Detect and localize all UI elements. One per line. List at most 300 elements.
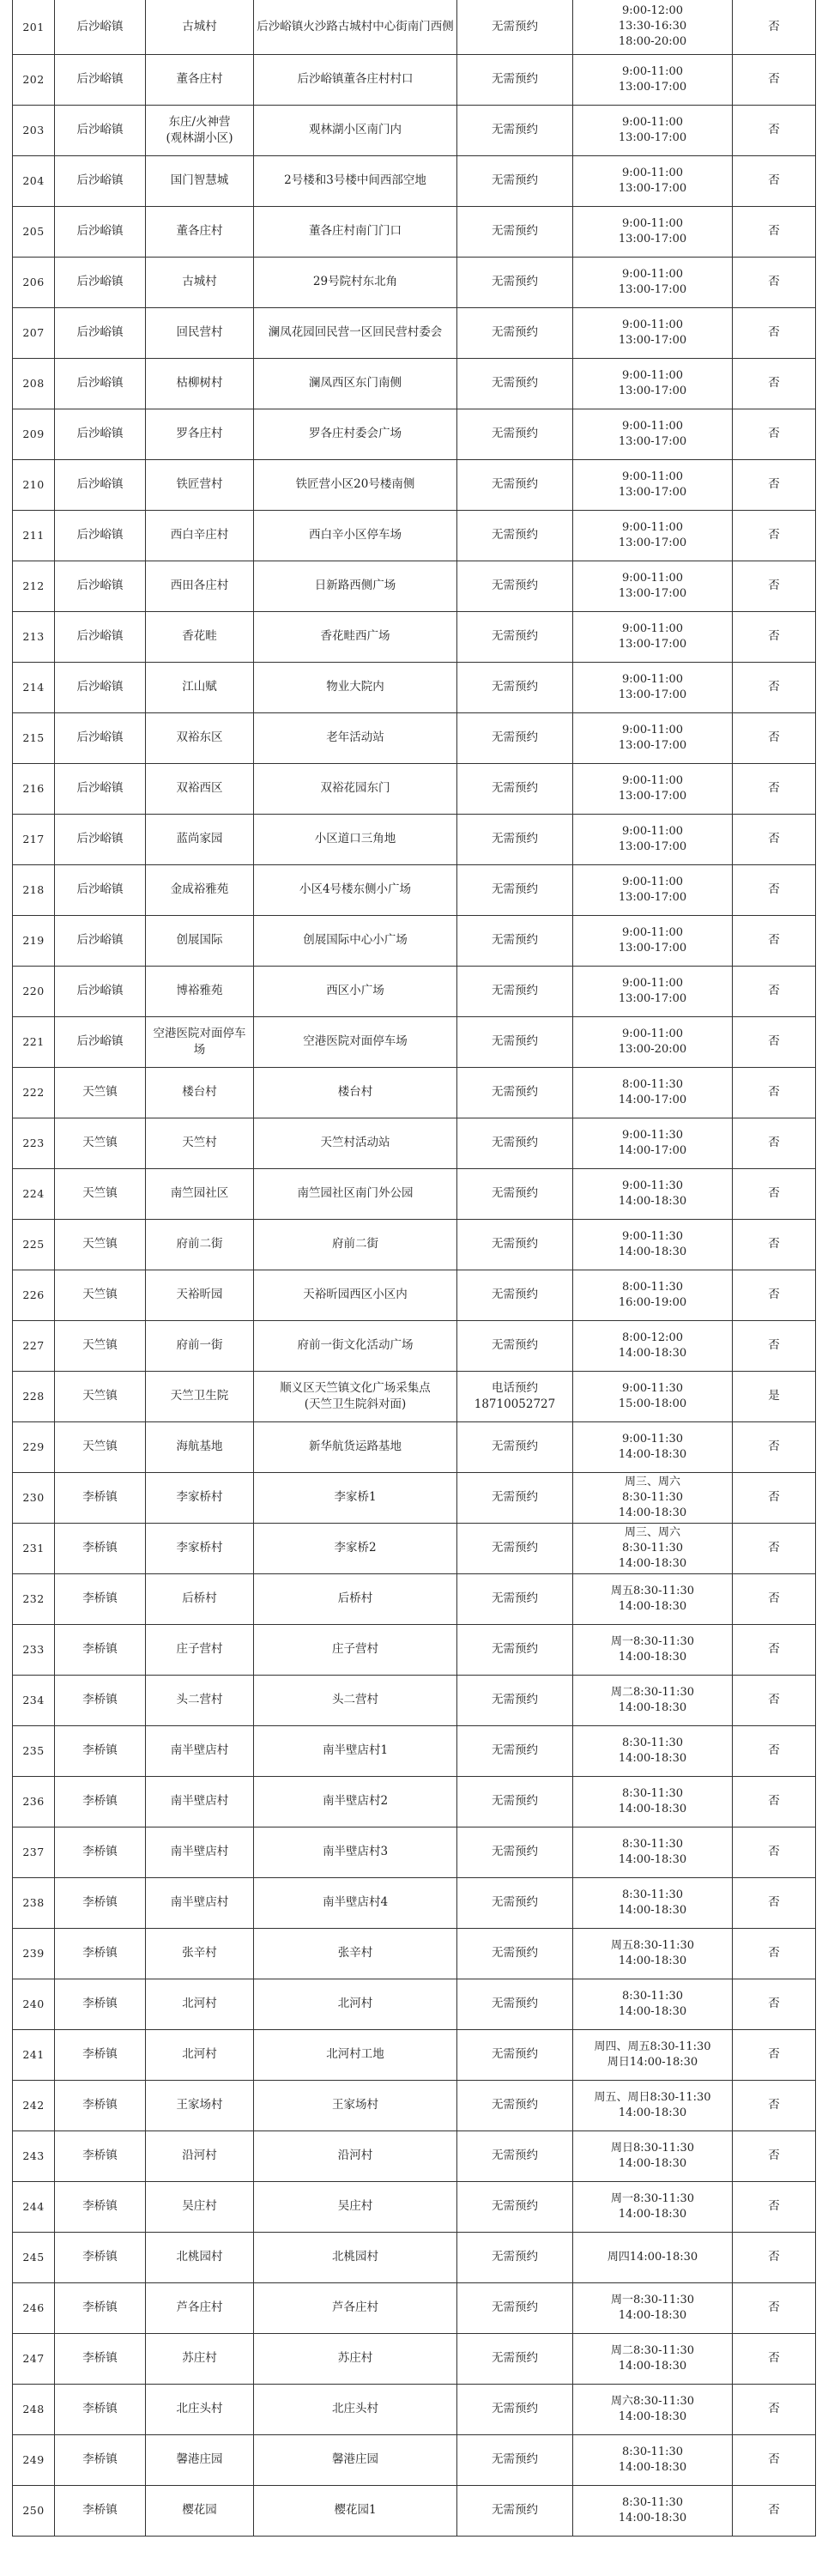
town-cell: 天竺镇 bbox=[55, 1219, 146, 1270]
location-cell: 北庄头村 bbox=[254, 2384, 457, 2434]
town-cell: 后沙峪镇 bbox=[55, 257, 146, 307]
town-cell: 天竺镇 bbox=[55, 1067, 146, 1118]
row-number: 226 bbox=[13, 1270, 55, 1320]
booking-required-cell: 否 bbox=[733, 2029, 816, 2080]
booking-required-cell: 否 bbox=[733, 1472, 816, 1523]
booking-required-cell: 否 bbox=[733, 966, 816, 1016]
row-number: 246 bbox=[13, 2282, 55, 2333]
hours-cell: 周一8:30-11:30 14:00-18:30 bbox=[573, 2282, 733, 2333]
community-cell: 海航基地 bbox=[146, 1421, 254, 1472]
community-cell: 后桥村 bbox=[146, 1573, 254, 1624]
table-row bbox=[13, 864, 816, 915]
community-cell: 李家桥村 bbox=[146, 1472, 254, 1523]
row-number: 223 bbox=[13, 1118, 55, 1168]
town-cell: 后沙峪镇 bbox=[55, 0, 146, 54]
hours-cell: 周五8:30-11:30 14:00-18:30 bbox=[573, 1573, 733, 1624]
town-cell: 李桥镇 bbox=[55, 2080, 146, 2131]
booking-required-cell: 否 bbox=[733, 2232, 816, 2282]
location-cell: 南竺园社区南门外公园 bbox=[254, 1168, 457, 1219]
town-cell: 天竺镇 bbox=[55, 1320, 146, 1371]
table-row bbox=[13, 2282, 816, 2333]
hours-cell: 8:30-11:30 14:00-18:30 bbox=[573, 1725, 733, 1776]
booking-required-cell: 否 bbox=[733, 155, 816, 206]
table-row bbox=[13, 1118, 816, 1168]
appointment-cell: 无需预约 bbox=[457, 2434, 573, 2485]
location-cell: 馨港庄园 bbox=[254, 2434, 457, 2485]
town-cell: 后沙峪镇 bbox=[55, 1016, 146, 1067]
community-cell: 双裕东区 bbox=[146, 712, 254, 763]
location-cell: 老年活动站 bbox=[254, 712, 457, 763]
hours-cell: 周二8:30-11:30 14:00-18:30 bbox=[573, 2333, 733, 2384]
hours-cell: 周日8:30-11:30 14:00-18:30 bbox=[573, 2131, 733, 2181]
row-number: 235 bbox=[13, 1725, 55, 1776]
hours-cell: 9:00-11:00 13:00-17:00 bbox=[573, 257, 733, 307]
appointment-cell: 无需预约 bbox=[457, 206, 573, 257]
booking-required-cell: 否 bbox=[733, 2434, 816, 2485]
hours-cell: 9:00-11:00 13:00-17:00 bbox=[573, 206, 733, 257]
hours-cell: 9:00-11:00 13:00-20:00 bbox=[573, 1016, 733, 1067]
row-number: 207 bbox=[13, 307, 55, 358]
community-cell: 吴庄村 bbox=[146, 2181, 254, 2232]
location-cell: 澜凤西区东门南侧 bbox=[254, 358, 457, 409]
appointment-cell: 无需预约 bbox=[457, 1320, 573, 1371]
location-cell: 南半壁店村4 bbox=[254, 1877, 457, 1928]
appointment-cell: 无需预约 bbox=[457, 2282, 573, 2333]
row-number: 222 bbox=[13, 1067, 55, 1118]
appointment-cell: 无需预约 bbox=[457, 763, 573, 814]
table-row bbox=[13, 307, 816, 358]
appointment-cell: 无需预约 bbox=[457, 2384, 573, 2434]
town-cell: 天竺镇 bbox=[55, 1421, 146, 1472]
town-cell: 后沙峪镇 bbox=[55, 763, 146, 814]
location-cell: 北桃园村 bbox=[254, 2232, 457, 2282]
hours-cell: 8:30-11:30 14:00-18:30 bbox=[573, 1877, 733, 1928]
table-row bbox=[13, 1320, 816, 1371]
town-cell: 李桥镇 bbox=[55, 1877, 146, 1928]
booking-required-cell: 否 bbox=[733, 1979, 816, 2029]
table-row bbox=[13, 2333, 816, 2384]
hours-cell: 8:00-11:30 14:00-17:00 bbox=[573, 1067, 733, 1118]
booking-required-cell: 否 bbox=[733, 1877, 816, 1928]
location-cell: 新华航货运路基地 bbox=[254, 1421, 457, 1472]
town-cell: 后沙峪镇 bbox=[55, 662, 146, 712]
row-number: 208 bbox=[13, 358, 55, 409]
hours-cell: 9:00-11:00 13:00-17:00 bbox=[573, 662, 733, 712]
table-row bbox=[13, 1067, 816, 1118]
hours-cell: 周四、周五8:30-11:30 周日14:00-18:30 bbox=[573, 2029, 733, 2080]
community-cell: 南半壁店村 bbox=[146, 1725, 254, 1776]
community-cell: 王家场村 bbox=[146, 2080, 254, 2131]
appointment-cell: 无需预约 bbox=[457, 1421, 573, 1472]
community-cell: 古城村 bbox=[146, 0, 254, 54]
table-row bbox=[13, 510, 816, 561]
hours-cell: 周三、周六 8:30-11:30 14:00-18:30 bbox=[573, 1523, 733, 1573]
booking-required-cell: 否 bbox=[733, 105, 816, 155]
community-cell: 樱花园 bbox=[146, 2485, 254, 2536]
town-cell: 李桥镇 bbox=[55, 2384, 146, 2434]
booking-required-cell: 否 bbox=[733, 257, 816, 307]
table-row bbox=[13, 1624, 816, 1675]
community-cell: 头二营村 bbox=[146, 1675, 254, 1725]
table-row bbox=[13, 1016, 816, 1067]
hours-cell: 周四14:00-18:30 bbox=[573, 2232, 733, 2282]
town-cell: 李桥镇 bbox=[55, 2333, 146, 2384]
community-cell: 枯柳树村 bbox=[146, 358, 254, 409]
table-row bbox=[13, 712, 816, 763]
town-cell: 李桥镇 bbox=[55, 2181, 146, 2232]
hours-cell: 8:30-11:30 14:00-18:30 bbox=[573, 2434, 733, 2485]
row-number: 242 bbox=[13, 2080, 55, 2131]
town-cell: 李桥镇 bbox=[55, 1624, 146, 1675]
community-cell: 芦各庄村 bbox=[146, 2282, 254, 2333]
location-cell: 头二营村 bbox=[254, 1675, 457, 1725]
row-number: 231 bbox=[13, 1523, 55, 1573]
row-number: 232 bbox=[13, 1573, 55, 1624]
booking-required-cell: 否 bbox=[733, 1776, 816, 1827]
community-cell: 南半壁店村 bbox=[146, 1776, 254, 1827]
location-cell: 张辛村 bbox=[254, 1928, 457, 1979]
booking-required-cell: 否 bbox=[733, 2485, 816, 2536]
booking-required-cell: 否 bbox=[733, 459, 816, 510]
table-row bbox=[13, 763, 816, 814]
row-number: 212 bbox=[13, 561, 55, 611]
appointment-cell: 无需预约 bbox=[457, 814, 573, 864]
hours-cell: 8:30-11:30 14:00-18:30 bbox=[573, 1827, 733, 1877]
location-cell: 南半壁店村1 bbox=[254, 1725, 457, 1776]
location-cell: 后沙峪镇董各庄村村口 bbox=[254, 54, 457, 105]
location-cell: 楼台村 bbox=[254, 1067, 457, 1118]
hours-cell: 周一8:30-11:30 14:00-18:30 bbox=[573, 2181, 733, 2232]
table-row bbox=[13, 1928, 816, 1979]
row-number: 238 bbox=[13, 1877, 55, 1928]
row-number: 228 bbox=[13, 1371, 55, 1421]
community-cell: 天裕昕园 bbox=[146, 1270, 254, 1320]
community-cell: 南竺园社区 bbox=[146, 1168, 254, 1219]
table-row bbox=[13, 1573, 816, 1624]
location-cell: 小区4号楼东侧小广场 bbox=[254, 864, 457, 915]
appointment-cell: 无需预约 bbox=[457, 409, 573, 459]
location-cell: 29号院村东北角 bbox=[254, 257, 457, 307]
location-cell: 天竺村活动站 bbox=[254, 1118, 457, 1168]
booking-required-cell: 否 bbox=[733, 1118, 816, 1168]
row-number: 214 bbox=[13, 662, 55, 712]
location-cell: 物业大院内 bbox=[254, 662, 457, 712]
row-number: 205 bbox=[13, 206, 55, 257]
town-cell: 后沙峪镇 bbox=[55, 611, 146, 662]
town-cell: 李桥镇 bbox=[55, 2131, 146, 2181]
row-number: 250 bbox=[13, 2485, 55, 2536]
appointment-cell: 无需预约 bbox=[457, 611, 573, 662]
appointment-cell: 无需预约 bbox=[457, 54, 573, 105]
community-cell: 天竺卫生院 bbox=[146, 1371, 254, 1421]
appointment-cell: 无需预约 bbox=[457, 2029, 573, 2080]
appointment-cell: 无需预约 bbox=[457, 2485, 573, 2536]
town-cell: 李桥镇 bbox=[55, 1827, 146, 1877]
row-number: 240 bbox=[13, 1979, 55, 2029]
row-number: 247 bbox=[13, 2333, 55, 2384]
booking-required-cell: 否 bbox=[733, 1421, 816, 1472]
community-cell: 回民营村 bbox=[146, 307, 254, 358]
row-number: 239 bbox=[13, 1928, 55, 1979]
appointment-cell: 无需预约 bbox=[457, 105, 573, 155]
booking-required-cell: 否 bbox=[733, 662, 816, 712]
table-row bbox=[13, 2384, 816, 2434]
row-number: 236 bbox=[13, 1776, 55, 1827]
table-row bbox=[13, 257, 816, 307]
location-cell: 澜凤花园回民营一区回民营村委会 bbox=[254, 307, 457, 358]
hours-cell: 9:00-12:00 13:30-16:30 18:00-20:00 bbox=[573, 0, 733, 54]
hours-cell: 周一8:30-11:30 14:00-18:30 bbox=[573, 1624, 733, 1675]
appointment-cell: 无需预约 bbox=[457, 1118, 573, 1168]
town-cell: 李桥镇 bbox=[55, 2029, 146, 2080]
hours-cell: 9:00-11:30 14:00-18:30 bbox=[573, 1168, 733, 1219]
town-cell: 李桥镇 bbox=[55, 2232, 146, 2282]
community-cell: 南半壁店村 bbox=[146, 1877, 254, 1928]
table-row bbox=[13, 459, 816, 510]
table-row bbox=[13, 915, 816, 966]
table-row bbox=[13, 2029, 816, 2080]
location-cell: 苏庄村 bbox=[254, 2333, 457, 2384]
booking-required-cell: 否 bbox=[733, 1168, 816, 1219]
town-cell: 李桥镇 bbox=[55, 1472, 146, 1523]
appointment-cell: 无需预约 bbox=[457, 864, 573, 915]
row-number: 216 bbox=[13, 763, 55, 814]
location-cell: 日新路西侧广场 bbox=[254, 561, 457, 611]
location-cell: 后桥村 bbox=[254, 1573, 457, 1624]
appointment-cell: 电话预约 18710052727 bbox=[457, 1371, 573, 1421]
row-number: 220 bbox=[13, 966, 55, 1016]
booking-required-cell: 否 bbox=[733, 1573, 816, 1624]
appointment-cell: 无需预约 bbox=[457, 966, 573, 1016]
location-cell: 2号楼和3号楼中间西部空地 bbox=[254, 155, 457, 206]
appointment-cell: 无需预约 bbox=[457, 1877, 573, 1928]
booking-required-cell: 否 bbox=[733, 1624, 816, 1675]
booking-required-cell: 否 bbox=[733, 2080, 816, 2131]
appointment-cell: 无需预约 bbox=[457, 1472, 573, 1523]
table-row bbox=[13, 1270, 816, 1320]
row-number: 229 bbox=[13, 1421, 55, 1472]
appointment-cell: 无需预约 bbox=[457, 1219, 573, 1270]
table-row bbox=[13, 1827, 816, 1877]
community-cell: 国门智慧城 bbox=[146, 155, 254, 206]
hours-cell: 8:30-11:30 14:00-18:30 bbox=[573, 1776, 733, 1827]
town-cell: 天竺镇 bbox=[55, 1168, 146, 1219]
appointment-cell: 无需预约 bbox=[457, 358, 573, 409]
location-cell: 樱花园1 bbox=[254, 2485, 457, 2536]
row-number: 244 bbox=[13, 2181, 55, 2232]
booking-required-cell: 否 bbox=[733, 409, 816, 459]
appointment-cell: 无需预约 bbox=[457, 712, 573, 763]
hours-cell: 9:00-11:00 13:00-17:00 bbox=[573, 966, 733, 1016]
community-cell: 古城村 bbox=[146, 257, 254, 307]
location-cell: 西区小广场 bbox=[254, 966, 457, 1016]
hours-cell: 9:00-11:00 13:00-17:00 bbox=[573, 307, 733, 358]
booking-required-cell: 否 bbox=[733, 1067, 816, 1118]
table-row bbox=[13, 1877, 816, 1928]
row-number: 217 bbox=[13, 814, 55, 864]
town-cell: 后沙峪镇 bbox=[55, 409, 146, 459]
town-cell: 后沙峪镇 bbox=[55, 459, 146, 510]
hours-cell: 9:00-11:00 13:00-17:00 bbox=[573, 611, 733, 662]
location-cell: 北河村工地 bbox=[254, 2029, 457, 2080]
appointment-cell: 无需预约 bbox=[457, 1827, 573, 1877]
community-cell: 李家桥村 bbox=[146, 1523, 254, 1573]
row-number: 218 bbox=[13, 864, 55, 915]
appointment-cell: 无需预约 bbox=[457, 1067, 573, 1118]
appointment-cell: 无需预约 bbox=[457, 1624, 573, 1675]
town-cell: 后沙峪镇 bbox=[55, 712, 146, 763]
table-row bbox=[13, 1421, 816, 1472]
hours-cell: 周三、周六 8:30-11:30 14:00-18:30 bbox=[573, 1472, 733, 1523]
booking-required-cell: 否 bbox=[733, 307, 816, 358]
community-cell: 西白辛庄村 bbox=[146, 510, 254, 561]
appointment-cell: 无需预约 bbox=[457, 1168, 573, 1219]
booking-required-cell: 否 bbox=[733, 2282, 816, 2333]
hours-cell: 9:00-11:00 13:00-17:00 bbox=[573, 915, 733, 966]
location-cell: 府前一街文化活动广场 bbox=[254, 1320, 457, 1371]
location-cell: 双裕花园东门 bbox=[254, 763, 457, 814]
town-cell: 天竺镇 bbox=[55, 1371, 146, 1421]
community-cell: 博裕雅苑 bbox=[146, 966, 254, 1016]
community-cell: 张辛村 bbox=[146, 1928, 254, 1979]
booking-required-cell: 否 bbox=[733, 2333, 816, 2384]
booking-required-cell: 否 bbox=[733, 1928, 816, 1979]
location-cell: 香花畦西广场 bbox=[254, 611, 457, 662]
booking-required-cell: 否 bbox=[733, 1270, 816, 1320]
community-cell: 楼台村 bbox=[146, 1067, 254, 1118]
booking-required-cell: 否 bbox=[733, 814, 816, 864]
appointment-cell: 无需预约 bbox=[457, 459, 573, 510]
table-row bbox=[13, 1776, 816, 1827]
location-cell: 空港医院对面停车场 bbox=[254, 1016, 457, 1067]
community-cell: 北河村 bbox=[146, 2029, 254, 2080]
community-cell: 江山赋 bbox=[146, 662, 254, 712]
location-cell: 南半壁店村2 bbox=[254, 1776, 457, 1827]
location-cell: 吴庄村 bbox=[254, 2181, 457, 2232]
booking-required-cell: 否 bbox=[733, 0, 816, 54]
town-cell: 后沙峪镇 bbox=[55, 155, 146, 206]
community-cell: 北庄头村 bbox=[146, 2384, 254, 2434]
table-row bbox=[13, 1523, 816, 1573]
appointment-cell: 无需预约 bbox=[457, 1776, 573, 1827]
community-cell: 馨港庄园 bbox=[146, 2434, 254, 2485]
row-number: 221 bbox=[13, 1016, 55, 1067]
town-cell: 李桥镇 bbox=[55, 1725, 146, 1776]
testing-sites-table bbox=[12, 0, 816, 2537]
booking-required-cell: 否 bbox=[733, 915, 816, 966]
location-cell: 沿河村 bbox=[254, 2131, 457, 2181]
location-cell: 府前二街 bbox=[254, 1219, 457, 1270]
community-cell: 沿河村 bbox=[146, 2131, 254, 2181]
hours-cell: 8:00-11:30 16:00-19:00 bbox=[573, 1270, 733, 1320]
town-cell: 后沙峪镇 bbox=[55, 307, 146, 358]
community-cell: 苏庄村 bbox=[146, 2333, 254, 2384]
location-cell: 观林湖小区南门内 bbox=[254, 105, 457, 155]
row-number: 234 bbox=[13, 1675, 55, 1725]
row-number: 201 bbox=[13, 0, 55, 54]
appointment-cell: 无需预约 bbox=[457, 510, 573, 561]
booking-required-cell: 否 bbox=[733, 611, 816, 662]
appointment-cell: 无需预约 bbox=[457, 257, 573, 307]
community-cell: 罗各庄村 bbox=[146, 409, 254, 459]
row-number: 213 bbox=[13, 611, 55, 662]
hours-cell: 9:00-11:00 13:00-17:00 bbox=[573, 864, 733, 915]
table-row bbox=[13, 2434, 816, 2485]
community-cell: 董各庄村 bbox=[146, 54, 254, 105]
row-number: 224 bbox=[13, 1168, 55, 1219]
location-cell: 顺义区天竺镇文化广场采集点 (天竺卫生院斜对面) bbox=[254, 1371, 457, 1421]
town-cell: 后沙峪镇 bbox=[55, 510, 146, 561]
town-cell: 李桥镇 bbox=[55, 1523, 146, 1573]
booking-required-cell: 否 bbox=[733, 2181, 816, 2232]
booking-required-cell: 否 bbox=[733, 1523, 816, 1573]
table-row bbox=[13, 814, 816, 864]
hours-cell: 9:00-11:30 14:00-18:30 bbox=[573, 1421, 733, 1472]
booking-required-cell: 否 bbox=[733, 358, 816, 409]
appointment-cell: 无需预约 bbox=[457, 1270, 573, 1320]
community-cell: 董各庄村 bbox=[146, 206, 254, 257]
appointment-cell: 无需预约 bbox=[457, 1016, 573, 1067]
appointment-cell: 无需预约 bbox=[457, 155, 573, 206]
booking-required-cell: 否 bbox=[733, 510, 816, 561]
row-number: 204 bbox=[13, 155, 55, 206]
town-cell: 后沙峪镇 bbox=[55, 966, 146, 1016]
town-cell: 后沙峪镇 bbox=[55, 814, 146, 864]
community-cell: 创展国际 bbox=[146, 915, 254, 966]
booking-required-cell: 否 bbox=[733, 1827, 816, 1877]
table-row bbox=[13, 1168, 816, 1219]
table-body bbox=[13, 0, 816, 2536]
location-cell: 罗各庄村委会广场 bbox=[254, 409, 457, 459]
town-cell: 后沙峪镇 bbox=[55, 105, 146, 155]
community-cell: 府前一街 bbox=[146, 1320, 254, 1371]
location-cell: 庄子营村 bbox=[254, 1624, 457, 1675]
appointment-cell: 无需预约 bbox=[457, 1928, 573, 1979]
table-row bbox=[13, 54, 816, 105]
hours-cell: 9:00-11:00 13:00-17:00 bbox=[573, 561, 733, 611]
table-row bbox=[13, 155, 816, 206]
row-number: 215 bbox=[13, 712, 55, 763]
hours-cell: 9:00-11:30 14:00-18:30 bbox=[573, 1219, 733, 1270]
table-row bbox=[13, 561, 816, 611]
hours-cell: 9:00-11:00 13:00-17:00 bbox=[573, 409, 733, 459]
booking-required-cell: 否 bbox=[733, 864, 816, 915]
booking-required-cell: 否 bbox=[733, 2384, 816, 2434]
location-cell: 王家场村 bbox=[254, 2080, 457, 2131]
appointment-cell: 无需预约 bbox=[457, 307, 573, 358]
table-row bbox=[13, 2080, 816, 2131]
appointment-cell: 无需预约 bbox=[457, 662, 573, 712]
community-cell: 南半壁店村 bbox=[146, 1827, 254, 1877]
row-number: 245 bbox=[13, 2232, 55, 2282]
appointment-cell: 无需预约 bbox=[457, 2080, 573, 2131]
booking-required-cell: 否 bbox=[733, 54, 816, 105]
hours-cell: 9:00-11:00 13:00-17:00 bbox=[573, 510, 733, 561]
table-row bbox=[13, 358, 816, 409]
town-cell: 后沙峪镇 bbox=[55, 915, 146, 966]
location-cell: 天裕昕园西区小区内 bbox=[254, 1270, 457, 1320]
booking-required-cell: 否 bbox=[733, 1675, 816, 1725]
community-cell: 香花畦 bbox=[146, 611, 254, 662]
appointment-cell: 无需预约 bbox=[457, 2333, 573, 2384]
town-cell: 后沙峪镇 bbox=[55, 206, 146, 257]
hours-cell: 9:00-11:00 13:00-17:00 bbox=[573, 712, 733, 763]
community-cell: 庄子营村 bbox=[146, 1624, 254, 1675]
appointment-cell: 无需预约 bbox=[457, 2131, 573, 2181]
town-cell: 李桥镇 bbox=[55, 1979, 146, 2029]
location-cell: 西白辛小区停车场 bbox=[254, 510, 457, 561]
table-row bbox=[13, 0, 816, 54]
